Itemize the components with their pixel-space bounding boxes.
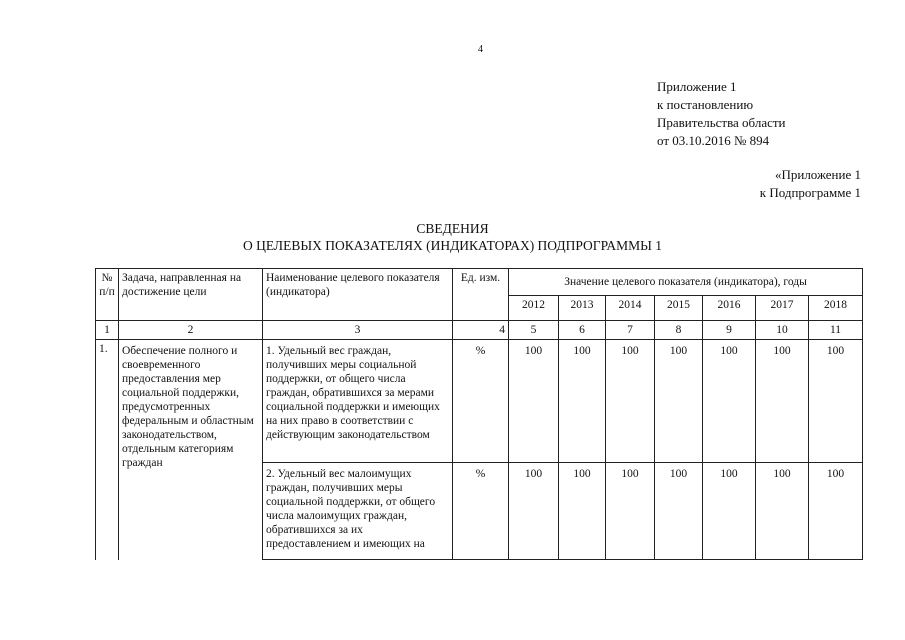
document-title xyxy=(0,220,905,254)
year-2017: 2017 xyxy=(756,296,809,321)
indicator-value: 100 xyxy=(756,463,809,560)
year-2013: 2013 xyxy=(559,296,606,321)
indicator-value: 100 xyxy=(809,463,863,560)
year-2015: 2015 xyxy=(655,296,703,321)
column-number: 2 xyxy=(119,321,263,340)
column-number: 9 xyxy=(703,321,756,340)
attachment-line-3: Правительства области xyxy=(657,115,786,130)
title-line-1: СВЕДЕНИЯ xyxy=(416,221,489,236)
column-number: 7 xyxy=(606,321,655,340)
indicator-value: 100 xyxy=(606,340,655,463)
sub-attachment-line-2: к Подпрограмме 1 xyxy=(759,185,861,200)
indicator-value: 100 xyxy=(509,340,559,463)
sub-attachment-block xyxy=(760,166,861,202)
indicator-value: 100 xyxy=(809,340,863,463)
column-number: 11 xyxy=(809,321,863,340)
column-number: 3 xyxy=(263,321,453,340)
attachment-line-1: Приложение 1 xyxy=(657,79,737,94)
indicator-value: 100 xyxy=(559,463,606,560)
table-row xyxy=(96,340,863,463)
column-number: 4 xyxy=(453,321,509,340)
indicator-name: 2. Удельный вес малоимущих граждан, получивших меры социальной поддержки, от общего числа малоимущих граждан, обратившихся за их предоставлением и имеющих на xyxy=(263,463,453,560)
attachment-line-4: от 03.10.2016 № 894 xyxy=(657,133,770,148)
column-numbers-row xyxy=(96,321,863,340)
column-number: 5 xyxy=(509,321,559,340)
year-2016: 2016 xyxy=(703,296,756,321)
column-number: 6 xyxy=(559,321,606,340)
header-unit: Ед. изм. xyxy=(453,269,509,321)
title-line-2: О ЦЕЛЕВЫХ ПОКАЗАТЕЛЯХ (ИНДИКАТОРАХ) ПОДПРОГРАММЫ 1 xyxy=(242,238,663,253)
indicator-name: 1. Удельный вес граждан, получивших меры социальной поддержки, от общего числа граждан, обратившихся за мерами социальной поддержки и имеющих на них право в соответствии с действующим законодательством xyxy=(263,340,453,463)
indicator-value: 100 xyxy=(655,463,703,560)
header-indicator: Наименование целевого показателя (индикатора) xyxy=(263,269,453,321)
year-2014: 2014 xyxy=(606,296,655,321)
attachment-line-2: к постановлению xyxy=(657,97,754,112)
indicator-value: 100 xyxy=(655,340,703,463)
indicators-table xyxy=(95,268,863,560)
column-number: 8 xyxy=(655,321,703,340)
attachment-block xyxy=(657,78,786,150)
indicator-unit: % xyxy=(453,463,509,560)
indicator-value: 100 xyxy=(756,340,809,463)
indicator-value: 100 xyxy=(559,340,606,463)
indicator-value: 100 xyxy=(606,463,655,560)
header-row xyxy=(96,269,863,296)
header-num: № п/п xyxy=(96,269,119,321)
page-number: 4 xyxy=(478,44,483,55)
header-values: Значение целевого показателя (индикатора), годы xyxy=(509,269,863,296)
column-number: 1 xyxy=(96,321,119,340)
year-2018: 2018 xyxy=(809,296,863,321)
indicator-value: 100 xyxy=(703,463,756,560)
row-number: 1. xyxy=(96,340,119,560)
column-number: 10 xyxy=(756,321,809,340)
indicator-value: 100 xyxy=(509,463,559,560)
indicator-unit: % xyxy=(453,340,509,463)
indicator-value: 100 xyxy=(703,340,756,463)
year-2012: 2012 xyxy=(509,296,559,321)
sub-attachment-line-1: «Приложение 1 xyxy=(774,167,861,182)
header-task: Задача, направленная на достижение цели xyxy=(119,269,263,321)
row-task: Обеспечение полного и своевременного предоставления мер социальной поддержки, предусмотренных федеральным и областным законодательством, отдельным категориям граждан xyxy=(119,340,263,560)
